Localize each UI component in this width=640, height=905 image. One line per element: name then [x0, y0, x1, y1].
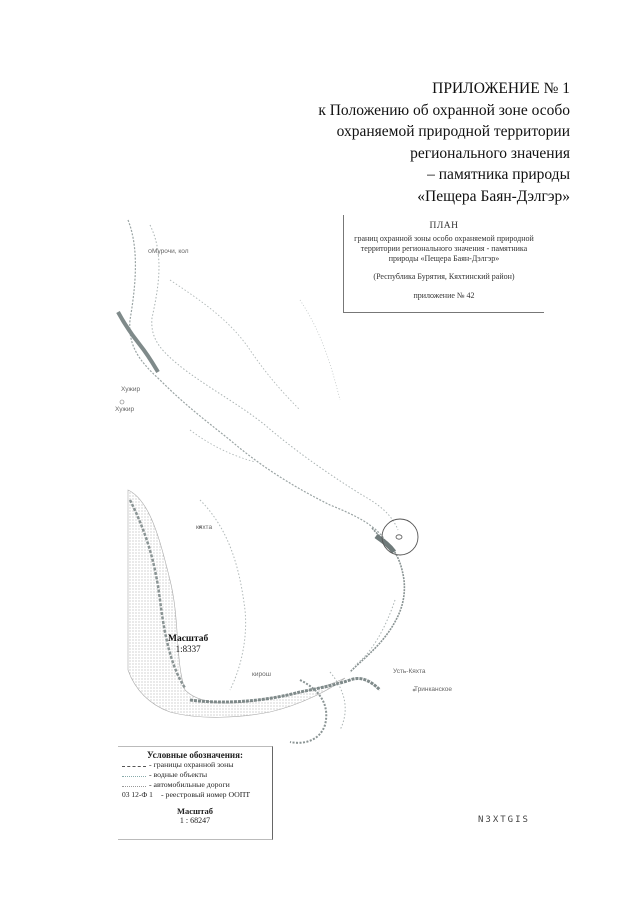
legend-item	[122, 790, 272, 800]
river-bank	[330, 672, 345, 730]
cave-marker	[396, 535, 402, 539]
boundary-line-icon	[122, 766, 146, 767]
plan-number: приложение № 42	[413, 291, 475, 300]
water-line-icon	[122, 776, 146, 777]
place-label: Мурочи, кол	[152, 248, 189, 255]
place-label: кирош	[252, 671, 271, 678]
legend-scale	[118, 806, 272, 825]
river-tributary	[300, 300, 340, 400]
legend-label: - границы охранной зоны	[149, 760, 234, 769]
plan-description: границ охранной зоны особо охраняемой природной территории регионального значения - памятника природы «Пещера Баян-Дэлгэр»	[354, 234, 534, 263]
road-line-icon	[122, 786, 146, 787]
place-label: Тринканское	[414, 686, 453, 693]
scale-title: Масштаб	[168, 634, 209, 644]
legend-title: Условные обозначения:	[147, 750, 243, 760]
settlement-marker	[120, 400, 124, 404]
map-scale	[168, 634, 208, 654]
header-line: охраняемой природной территории	[336, 123, 570, 140]
legend-label: - автомобильные дороги	[149, 780, 230, 789]
place-label: кяхта	[196, 524, 213, 531]
river-channel	[118, 312, 158, 372]
plan-region: (Республика Бурятия, Кяхтинский район)	[373, 272, 515, 281]
legend-label: - реестровый номер ООПТ	[161, 790, 251, 799]
scale-value: 1:8337	[175, 644, 201, 654]
river-tributary	[190, 430, 255, 462]
place-label: Хужир	[115, 406, 135, 413]
header-line: «Пещера Баян-Дэлгэр»	[417, 187, 570, 205]
plan-title: ПЛАН	[429, 221, 459, 231]
place-label: Усть-Кяхта	[393, 668, 426, 675]
place-label: Хужир	[121, 386, 141, 393]
header-line: регионального значения	[410, 144, 570, 162]
header-line: – памятника природы	[427, 166, 570, 183]
river-channel	[376, 536, 394, 552]
scale-title: Масштаб	[176, 806, 213, 816]
river-channel	[350, 528, 404, 672]
appendix-title: ПРИЛОЖЕНИЕ № 1	[432, 80, 570, 97]
header-line: к Положению об охранной зоне особо	[318, 101, 570, 119]
legend-item	[122, 780, 272, 790]
scale-value: 1 : 68247	[179, 816, 211, 825]
legend-item	[122, 770, 272, 780]
river-tributary	[170, 280, 300, 410]
protected-zone-boundary	[382, 519, 418, 555]
registry-code: 03 12-Ф 1	[122, 790, 153, 799]
legend-item	[122, 760, 272, 770]
map-legend	[118, 746, 273, 840]
nextgis-logo: N3XTGIS	[478, 815, 530, 825]
plan-info-box	[343, 215, 544, 313]
legend-label: - водные объекты	[149, 770, 208, 779]
